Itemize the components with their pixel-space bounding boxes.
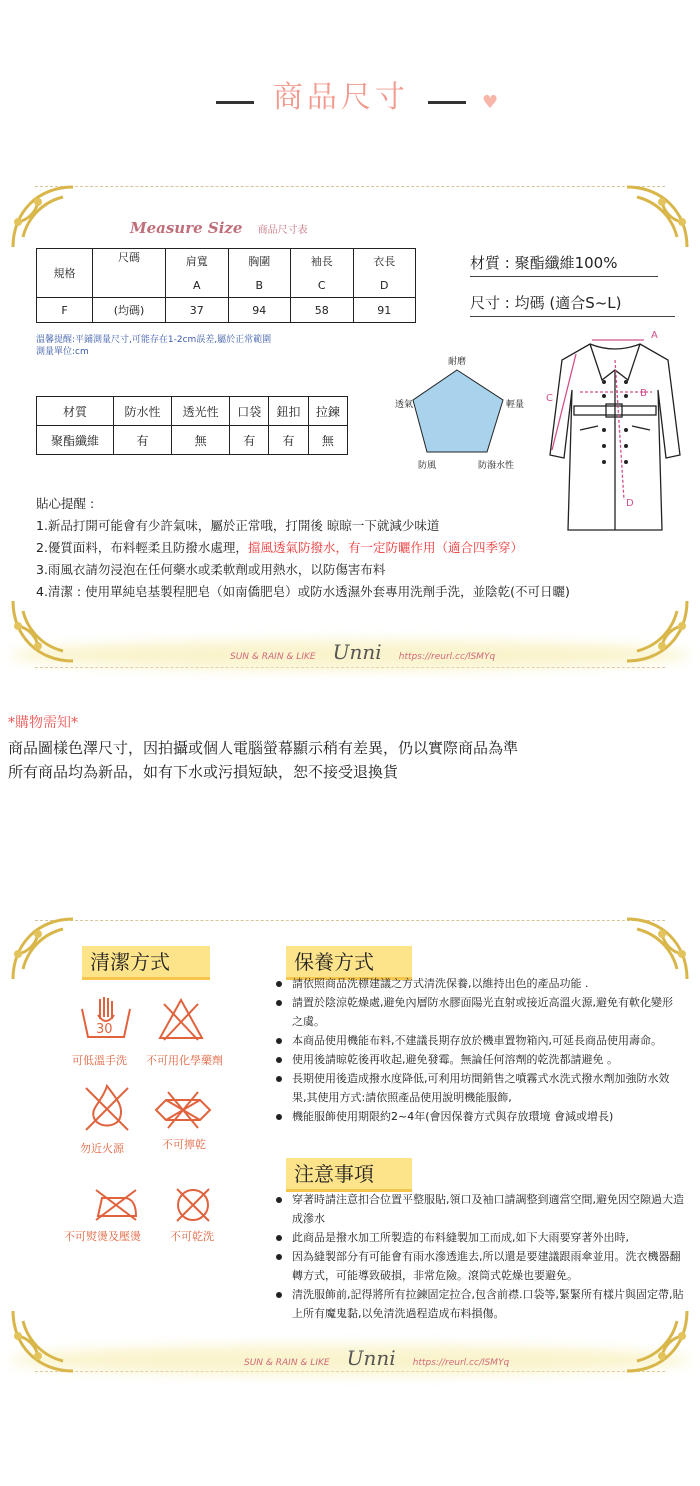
table-header-cell: 肩寬 <box>166 249 229 274</box>
table-header-cell: C <box>291 273 354 298</box>
table-header-cell: 鈕扣 <box>269 397 308 426</box>
radar-label: 防風 <box>418 461 437 471</box>
corner-ornament-icon <box>622 182 692 252</box>
list-item: 因為縫製部分有可能會有雨水滲透進去,所以還是要建議跟雨傘並用。洗衣機器翻轉方式，可能導致破損，非常危險。滾筒式乾燥也要避免。 <box>276 1247 686 1285</box>
list-item: 請依照商品洗標建議之方式清洗保養,以維持出色的產品功能 . <box>276 974 676 993</box>
cautions-list <box>276 1190 686 1323</box>
table-header-cell: A <box>166 273 229 298</box>
corner-ornament-icon <box>8 596 78 666</box>
table-cell: F <box>37 298 93 323</box>
list-item: 長期使用後造成撥水度降低,可利用坊間銷售之噴霧式水洗式撥水劑加強防水效果,其使用方式:請依照產品使用說明機能服飾, <box>276 1069 676 1107</box>
no-dry-clean-icon <box>172 1184 214 1226</box>
cleaning-heading: 清潔方式 <box>82 946 210 980</box>
radar-label: 防潑水性 <box>478 461 515 471</box>
feature-table <box>36 396 348 455</box>
material-text: 材質 : 聚酯纖維100% <box>470 252 658 277</box>
table-cell: 有 <box>230 426 269 455</box>
reminder-item: 1.新品打開可能會有少許氣味，屬於正常哦，打開後 晾晾一下就減少味道 <box>36 518 440 533</box>
page-header <box>0 72 700 116</box>
icon-label: 勿近火源 <box>80 1142 124 1155</box>
icon-label: 不可用化學藥劑 <box>146 1054 223 1067</box>
table-header-cell: 透光性 <box>172 397 230 426</box>
table-header-cell: D <box>353 273 416 298</box>
brand-signature: SUN & RAIN & LIKE Unni https://reurl.cc/lSMYq <box>244 1346 510 1370</box>
table-header-cell: 胸圍 <box>228 249 291 274</box>
table-header-cell: 口袋 <box>230 397 269 426</box>
size-text: 尺寸 : 均碼 (適合S~L) <box>470 292 675 317</box>
corner-ornament-icon <box>8 914 78 984</box>
cautions-heading: 注意事項 <box>286 1158 412 1192</box>
reminders <box>36 493 570 603</box>
divider <box>428 101 466 104</box>
table-cell: 有 <box>269 426 308 455</box>
list-item: 此商品是撥水加工所製造的布料縫製加工而成,如下大雨要穿著外出時, <box>276 1228 686 1247</box>
table-cell: 58 <box>291 298 354 323</box>
table-cell: 37 <box>166 298 229 323</box>
icon-label: 可低溫手洗 <box>72 1054 127 1067</box>
corner-ornament-icon <box>8 1306 78 1376</box>
coat-label-c: C <box>546 393 553 404</box>
table-cell: (均碼) <box>93 298 166 323</box>
table-cell: 無 <box>172 426 230 455</box>
list-item: 請置於陰涼乾燥處,避免內層防水膠面陽光直射或接近高溫火源,避免有軟化變形之虞。 <box>276 993 676 1031</box>
icon-label: 不可熨燙及壓燙 <box>64 1230 141 1243</box>
table-cell: 聚酯纖維 <box>37 426 114 455</box>
table-cell: 有 <box>113 426 171 455</box>
table-cell: 91 <box>353 298 416 323</box>
corner-ornament-icon <box>8 182 78 252</box>
measure-size-heading: Measure Size 商品尺寸表 <box>130 219 308 237</box>
radar-label: 輕量 <box>506 400 525 410</box>
brand-signature: SUN & RAIN & LIKE Unni https://reurl.cc/lSMYq <box>230 640 496 664</box>
radar-label: 透氣 <box>395 400 414 410</box>
icon-label: 不可擰乾 <box>162 1138 206 1151</box>
radar-label: 耐磨 <box>448 357 467 367</box>
page-title: 商品尺寸 <box>272 80 409 115</box>
reminder-item: 3.雨風衣請勿浸泡在任何藥水或柔軟劑或用熱水，以防傷害布料 <box>36 562 386 577</box>
table-header-cell: 袖長 <box>291 249 354 274</box>
icon-label: 不可乾洗 <box>170 1230 214 1243</box>
coat-label-a: A <box>651 330 658 341</box>
wash-temperature: 30 <box>96 1022 113 1037</box>
list-item: 機能服飾使用期限約2~4年(會因保養方式與存放環境 會減或增長) <box>276 1107 676 1126</box>
size-table <box>36 248 416 323</box>
maintenance-heading: 保養方式 <box>286 946 412 980</box>
no-fire-icon <box>82 1082 132 1134</box>
heart-icon: ♥ <box>482 92 499 113</box>
reminder-item: 4.清潔 : 使用單純皂基製程肥皂（如南僑肥皂）或防水透濕外套專用洗劑手洗，並陰乾(不可日曬) <box>36 584 570 599</box>
no-bleach-icon <box>156 996 206 1042</box>
measure-note: 溫馨提醒:平鋪測量尺寸,可能存在1-2cm誤差,屬於正常範圍 測量單位:cm <box>36 335 272 357</box>
table-cell: 無 <box>308 426 347 455</box>
list-item: 本商品使用機能布料,不建議長期存放於機車置物箱內,可延長商品使用壽命。 <box>276 1031 676 1050</box>
table-header-cell: B <box>228 273 291 298</box>
notice-line: 所有商品均為新品，如有下水或污損短缺，恕不接受退換貨 <box>8 763 399 781</box>
reminders-title: 貼心提醒 : <box>36 496 95 511</box>
maintenance-list <box>276 974 676 1126</box>
no-iron-icon <box>92 1186 140 1222</box>
table-header-cell: 尺碼 <box>93 249 166 274</box>
coat-label-d: D <box>626 498 634 509</box>
table-row <box>37 298 416 323</box>
notice-line: 商品圖樣色澤尺寸，因拍攝或個人電腦螢幕顯示稍有差異，仍以實際商品為準 <box>8 739 519 757</box>
no-wring-icon <box>152 1090 214 1130</box>
list-item: 清洗服飾前,記得將所有拉鍊固定拉合,包含前襟.口袋等,緊緊所有樣片與固定帶,貼上所有魔鬼黏,以免清洗過程造成布料損傷。 <box>276 1285 686 1323</box>
list-item: 使用後請晾乾後再收起,避免發霉。無論任何溶劑的乾洗都請避免 。 <box>276 1050 676 1069</box>
table-cell: 94 <box>228 298 291 323</box>
table-header-cell: 材質 <box>37 397 114 426</box>
feature-radar-chart <box>395 362 535 472</box>
table-row <box>37 426 348 455</box>
divider <box>216 101 254 104</box>
notice-title: *購物需知* <box>8 715 78 731</box>
list-item: 穿著時請注意扣合位置平整服貼,領口及袖口請調整到適當空間,避免因空隙過大造成滲水 <box>276 1190 686 1228</box>
table-header-cell: 拉鍊 <box>308 397 347 426</box>
reminder-item: 2.優質面料，布料輕柔且防撥水處理，擋風透氣防撥水，有一定防曬作用（適合四季穿） <box>36 540 523 555</box>
shopping-notice <box>8 712 518 784</box>
table-header-cell: 防水性 <box>113 397 171 426</box>
table-header-cell: 規格 <box>37 249 93 298</box>
coat-label-b: B <box>640 388 647 399</box>
corner-ornament-icon <box>622 596 692 666</box>
table-header-cell: 衣長 <box>353 249 416 274</box>
